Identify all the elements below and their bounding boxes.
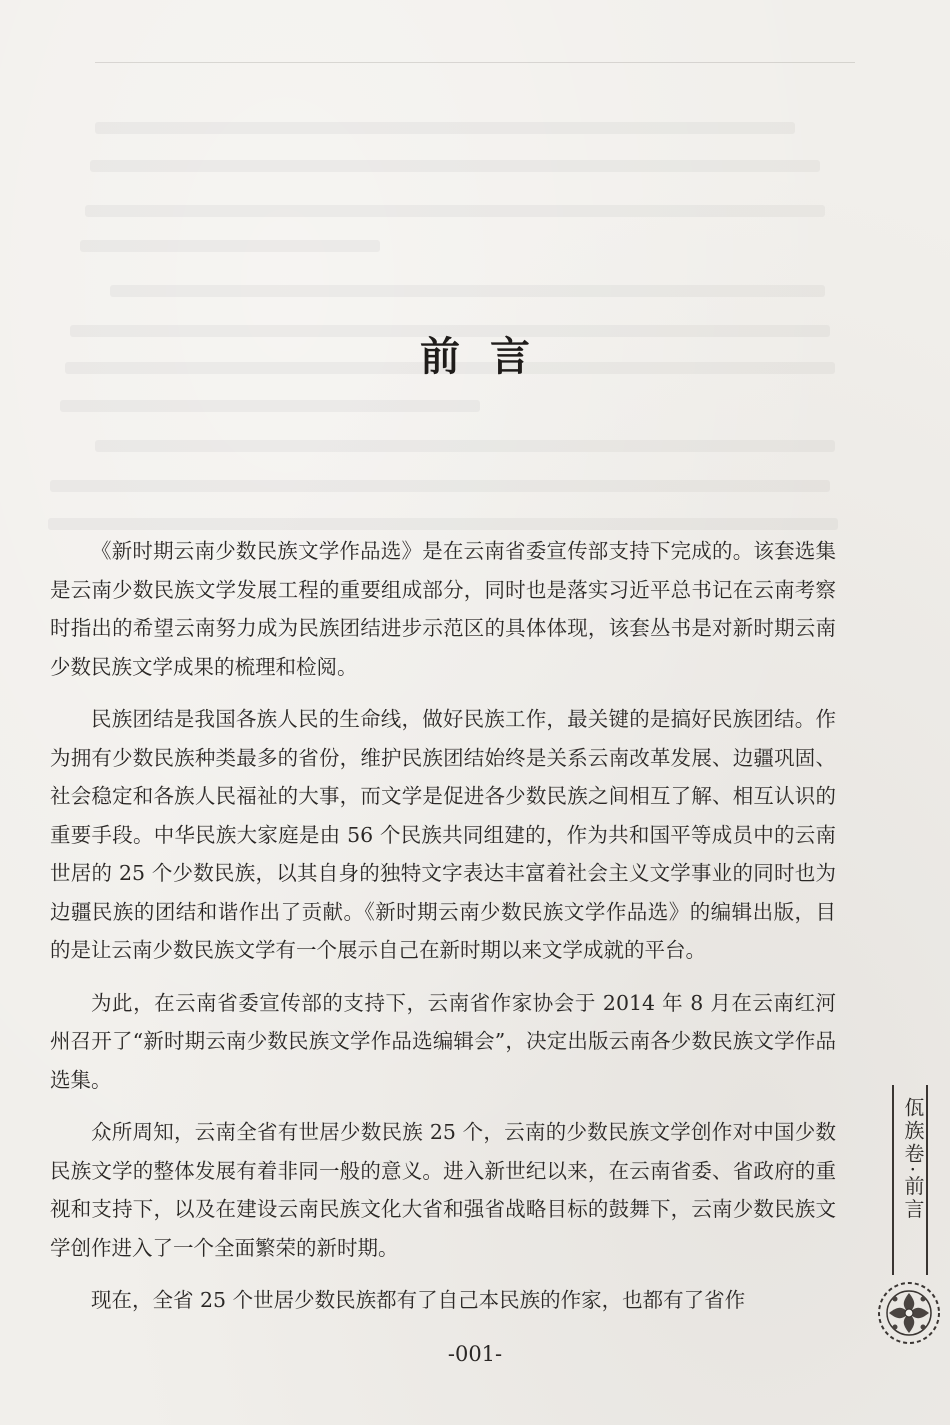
page-title: 前言 [420, 333, 560, 380]
paragraph-3: 为此，在云南省委宣传部的支持下，云南省作家协会于 2014 年 8 月在云南红河州召开了“新时期云南少数民族文学作品选编辑会”，决定出版云南各少数民族文学作品选集。 [50, 990, 836, 1092]
body-text [50, 532, 836, 1334]
paragraph-1: 《新时期云南少数民族文学作品选》是在云南省委宣传部支持下完成的。该套选集是云南少数民族文学发展工程的重要组成部分，同时也是落实习近平总书记在云南考察时指出的希望云南努力成为民族团结进步示范区的具体体现，该套丛书是对新时期云南少数民族文学成果的梳理和检阅。 [50, 539, 836, 679]
bleed-through-line [85, 205, 825, 217]
paragraph-4: 众所周知，云南全省有世居少数民族 25 个，云南的少数民族文学创作对中国少数民族文学的整体发展有着非同一般的意义。进入新世纪以来，在云南省委、省政府的重视和支持下，以及在建设云南民族文化大省和强省战略目标的鼓舞下，云南少数民族文学创作进入了一个全面繁荣的新时期。 [50, 1120, 836, 1260]
bleed-through-line [48, 518, 838, 530]
section-side-tab [892, 1085, 928, 1275]
bleed-through-line [90, 160, 820, 172]
bleed-through-line [50, 480, 830, 492]
bleed-through-line [95, 122, 795, 134]
bleed-through-line [110, 285, 825, 297]
page-number: -001- [447, 1342, 503, 1366]
header-rule [95, 62, 855, 63]
bleed-through-line [60, 400, 480, 412]
side-tab-label: 佤族卷·前言 [901, 1097, 925, 1222]
paragraph-5: 现在，全省 25 个世居少数民族都有了自己本民族的作家，也都有了省作 [91, 1288, 746, 1312]
floral-ornament-icon [876, 1280, 942, 1346]
paragraph-2: 民族团结是我国各族人民的生命线，做好民族工作，最关键的是搞好民族团结。作为拥有少数民族种类最多的省份，维护民族团结始终是关系云南改革发展、边疆巩固、社会稳定和各族人民福祉的大事，而文学是促进各少数民族之间相互了解、相互认识的重要手段。中华民族大家庭是由 56 个民族共同组建的，作为共和国平等成员中的云南世居的 25 个少数民族，以其自身的独特文字表达丰富着社会主义文学事业的同时也为边疆民族的团结和谐作出了贡献。《新时期云南少数民族文学作品选》的编辑出版，目的是让云南少数民族文学有一个展示自己在新时期以来文学成就的平台。 [50, 707, 836, 962]
bleed-through-line [95, 440, 835, 452]
bleed-through-line [80, 240, 380, 252]
